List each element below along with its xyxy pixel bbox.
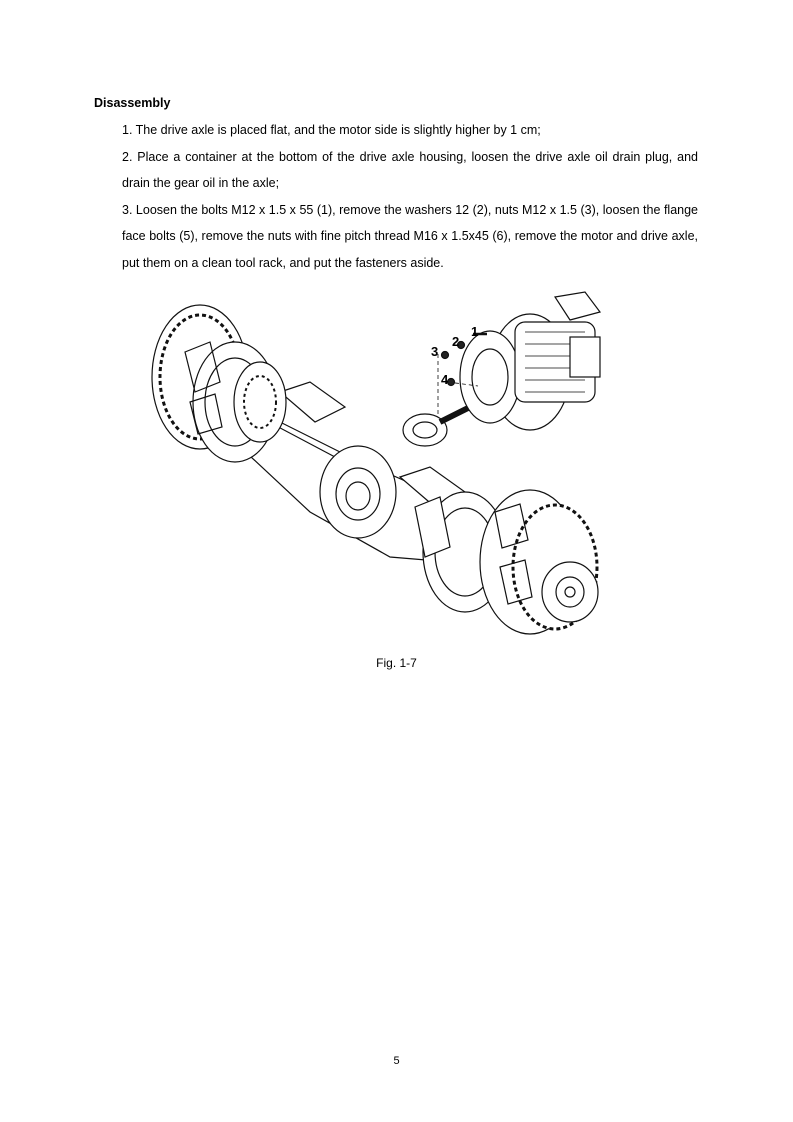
step-2: 2. Place a container at the bottom of the drive axle housing, loosen the drive axle oil drain plug, and drain the gear oil in the axle; xyxy=(122,149,698,190)
drive-axle-exploded-illustration xyxy=(130,282,610,642)
left-wheel-hub xyxy=(152,305,286,462)
callout-3: 3 xyxy=(431,344,439,359)
page-number: 5 xyxy=(393,1055,400,1067)
step-1: 1. The drive axle is placed flat, and the motor side is slightly higher by 1 cm; xyxy=(122,123,541,137)
section-heading: Disassembly xyxy=(94,96,171,110)
callout-4: 4 xyxy=(441,372,449,387)
callout-1: 1 xyxy=(471,324,479,339)
figure-caption: Fig. 1-7 xyxy=(376,656,417,670)
step-3: 3. Loosen the bolts M12 x 1.5 x 55 (1), remove the washers 12 (2), nuts M12 x 1.5 (3), loosen the flange face bolts (5), remove the nuts with fine pitch thread M16 x 1.5x45 (6), remove the motor and drive axle, put them on a clean tool rack, and put the fasteners aside. xyxy=(122,202,698,270)
callout-2: 2 xyxy=(452,334,460,349)
procedure-steps xyxy=(122,117,698,276)
right-wheel-hub xyxy=(415,490,598,634)
drive-motor xyxy=(440,292,600,430)
